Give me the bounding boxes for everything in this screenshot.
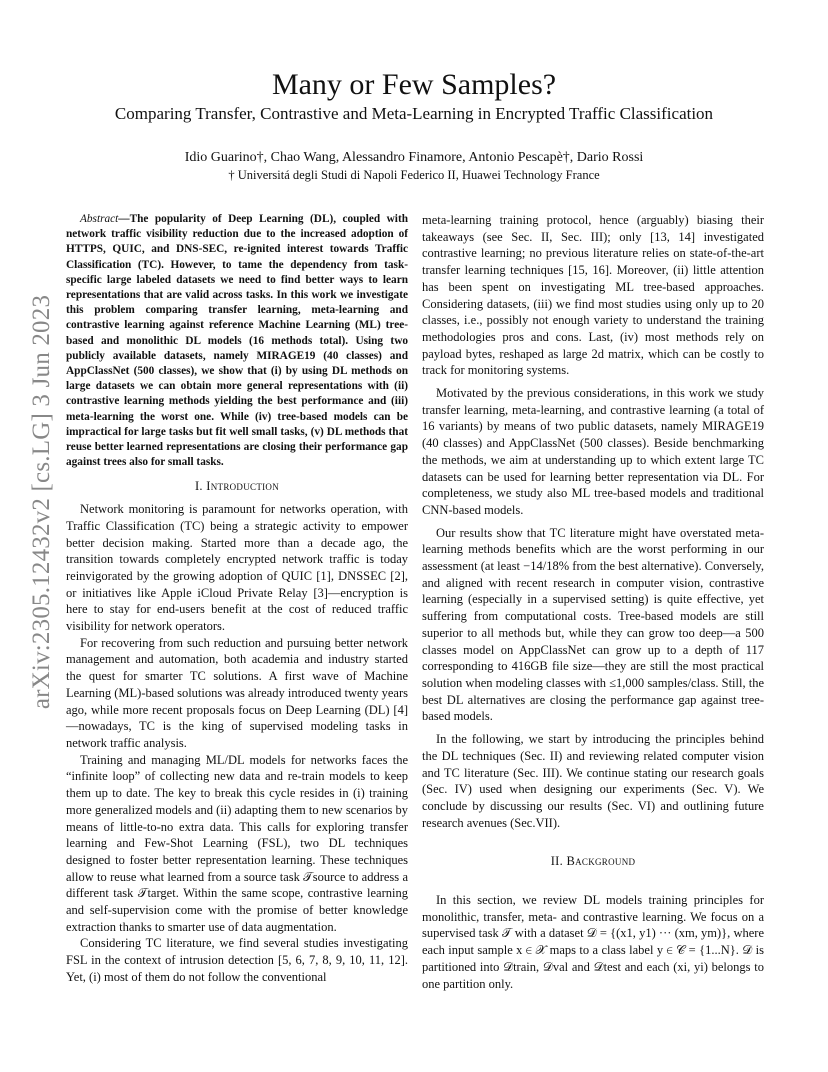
author-list: Idio Guarino†, Chao Wang, Alessandro Finamore, Antonio Pescapè†, Dario Rossi [184, 150, 644, 165]
paragraph: meta-learning training protocol, hence (arguably) biasing their takeaways (see Sec. II, Sec. III); only [13, 14] investigated contrastive learning; no previous literature relies on state-of-the-art transfer learning techniques [15, 16]. Moreover, (ii) little attention has been spent on investigating ML tree-based approaches. Considering datasets, (iii) we find most studies using only up to 20 classes, i.e., possibly not enough variety to understand the training methodologies pros and cons. Last, (iv) most methods rely on payload bytes, reshaped as large 2d matrix, which can be costly to track for monitoring systems. [422, 213, 764, 378]
paragraph: For recovering from such reduction and pursuing better network management and automation, both academia and industry started the quest for smarter TC solutions. A first wave of Machine Learning (ML)-based solutions was already introduced twenty years ago, while more recent proposals focus on Deep Learning (DL) [4]—nowadays, TC is the king of supervised modeling tasks in network traffic analysis. [66, 635, 408, 750]
affiliation: † Universitá degli Studi di Napoli Federico II, Huawei Technology France [228, 168, 600, 182]
paragraph: Network monitoring is paramount for networks operation, with Traffic Classification (TC) being a strategic activity to empower better decision making. Started more than a decade ago, the transition towards completely encrypted network traffic is today reinvigorated by the growing adoption of QUIC [1], DNSSEC [2], or initiatives like Apple iCloud Private Relay [3]—encryption is here to stay for end-users benefit at the cost of reduced traffic visibility for network operators. [66, 502, 408, 634]
section-heading-introduction: I. Introduction [194, 479, 280, 494]
paragraph: Training and managing ML/DL models for networks faces the “infinite loop” of collecting new data and re-train models to keep them up to date. The key to break this cycle resides in (i) training more generalized models and (ii) adapting them to new scenarios by means of little-to-no extra data. This calls for exploring transfer learning and Few-Shot Learning (FSL), two DL techniques designed to foster better representation learning. These techniques allow to reuse what learned from a source task 𝒯source to address a different task 𝒯target. Within the same scope, contrastive learning and self-supervision come with the promise of better knowledge extraction thanks to smarter use of data augmentation. [66, 752, 408, 934]
left-column [66, 212, 408, 986]
paper-subtitle: Comparing Transfer, Contrastive and Meta-Learning in Encrypted Traffic Classification [114, 104, 714, 123]
paragraph: Motivated by the previous considerations, in this work we study transfer learning, meta-learning, and contrastive learning (a total of 16 variants) by means of two public datasets, namely MIRAGE19 (40 classes) and AppClassNet (500 classes). Beside benchmarking the methods, we aim at understanding up to which extent large TC datasets can be used for learning better representation via DL. For completeness, we study also ML tree-based models and traditional CNN-based models. [422, 386, 764, 517]
abstract-label: Abstract [80, 213, 119, 225]
paper-title: Many or Few Samples? [271, 68, 557, 101]
arxiv-id-text: arXiv:2305.12432v2 [cs.LG] 3 Jun 2023 [28, 294, 55, 710]
abstract [66, 212, 408, 470]
paragraph: In this section, we review DL models training principles for monolithic, transfer, meta- and contrastive learning. We focus on a supervised task 𝒯 with a dataset 𝒟 = {(x1, y1) ··· (xm, ym)}, where each input sample x ∈ 𝒳 maps to a class label y ∈ 𝒞 = {1...N}. 𝒟 is partitioned into 𝒟train, 𝒟val and 𝒟test and each (xi, yi) belongs to one partition only. [422, 893, 764, 991]
paragraph: Considering TC literature, we find several studies investigating FSL in the context of intrusion detection [5, 6, 7, 8, 9, 10, 11, 12]. Yet, (i) most of them do not follow the conventional [66, 936, 408, 984]
paragraph: Our results show that TC literature might have overstated meta-learning methods benefits which are the worst performing in our assessment (at least −14/18% from the best alternative). Conversely, and aligned with recent research in computer vision, contrastive learning (especially in a supervised setting) is quite effective, yet suffering from computational costs. Tree-based models are still superior to all methods but, while they can grow too deep—a 500 classes model on AppClassNet can grow up to a depth of 117 corresponding to 416GB file size—they are still the most practical solution when modeling classes with ≤1,000 samples/class. Still, the best DL alternatives are closing the performance gap against tree-based models. [422, 525, 764, 724]
paragraph: In the following, we start by introducing the principles behind the DL techniques (Sec. II) and reviewing related computer vision and TC literature (Sec. III). We continue stating our research goals (Sec. IV) used when designing our experiments (Sec. V). We conclude by discussing our results (Sec. VI) and outlining future research avenues (Sec.VII). [422, 732, 764, 830]
abstract-text: —The popularity of Deep Learning (DL), coupled with network traffic visibility reduction due to the increased adoption of HTTPS, QUIC, and DNS-SEC, re-ignited interest towards Traffic Classification (TC). However, to tame the dependency from task-specific large labeled datasets we need to find better ways to learn representations that are valid across tasks. In this work we investigate this problem comparing transfer learning, meta-learning and contrastive learning against reference Machine Learning (ML) tree-based and monolithic DL models (16 methods total). Using two publicly available datasets, namely MIRAGE19 (40 classes) and AppClassNet (500 classes), we show that (i) by using DL methods on large datasets we can obtain more general representations with (ii) contrastive learning methods yielding the best performance and (iii) meta-learning the worst one. While (iv) tree-based models can be impractical for large tasks but fit well small tasks, (v) DL methods that reuse better learned representations are closing their performance gap against trees also for small tasks. [66, 213, 408, 469]
right-column [422, 212, 764, 992]
arxiv-identifier [28, 296, 56, 708]
section-heading-background: II. Background [550, 854, 636, 869]
